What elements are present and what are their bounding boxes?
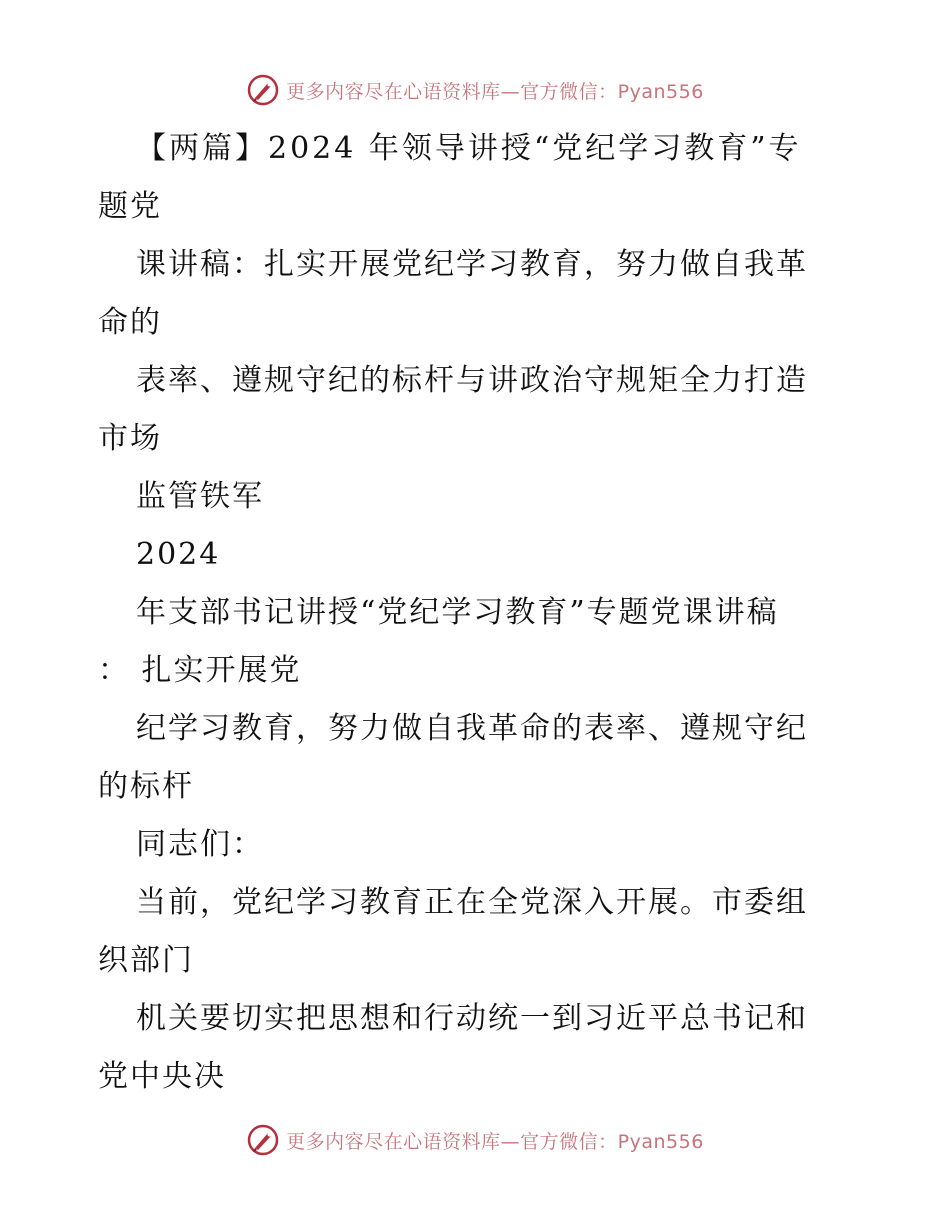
- document-line: 2024: [136, 537, 221, 572]
- pen-logo-icon: [246, 73, 280, 107]
- document-line: 年支部书记讲授“党纪学习教育”专题党课讲稿: [136, 595, 779, 630]
- document-body: [98, 120, 858, 1106]
- document-line: 的标杆: [98, 769, 194, 804]
- document-line: 党中央决: [98, 1059, 226, 1094]
- document-line: 当前，党纪学习教育正在全党深入开展。市委组: [136, 885, 808, 920]
- document-line: 表率、遵规守纪的标杆与讲政治守规矩全力打造: [136, 363, 808, 398]
- document-line: 题党: [98, 189, 162, 224]
- document-line: ： 扎实开展党: [98, 653, 302, 688]
- pen-logo-icon: [246, 1123, 280, 1157]
- document-line: 监管铁军: [136, 479, 264, 514]
- document-line: 同志们：: [136, 827, 264, 862]
- document-line: 【两篇】2024 年领导讲授“党纪学习教育”专: [136, 131, 802, 166]
- header-banner-text: 更多内容尽在心语资料库—官方微信：Pyan556: [286, 80, 704, 103]
- footer-banner: [0, 1120, 950, 1160]
- footer-banner-text: 更多内容尽在心语资料库—官方微信：Pyan556: [286, 1130, 704, 1153]
- document-line: 市场: [98, 421, 162, 456]
- document-line: 机关要切实把思想和行动统一到习近平总书记和: [136, 1001, 808, 1036]
- document-line: 课讲稿：扎实开展党纪学习教育，努力做自我革: [136, 247, 808, 282]
- document-line: 命的: [98, 305, 162, 340]
- document-line: 纪学习教育，努力做自我革命的表率、遵规守纪: [136, 711, 808, 746]
- document-line: 织部门: [98, 943, 194, 978]
- header-banner: [0, 70, 950, 110]
